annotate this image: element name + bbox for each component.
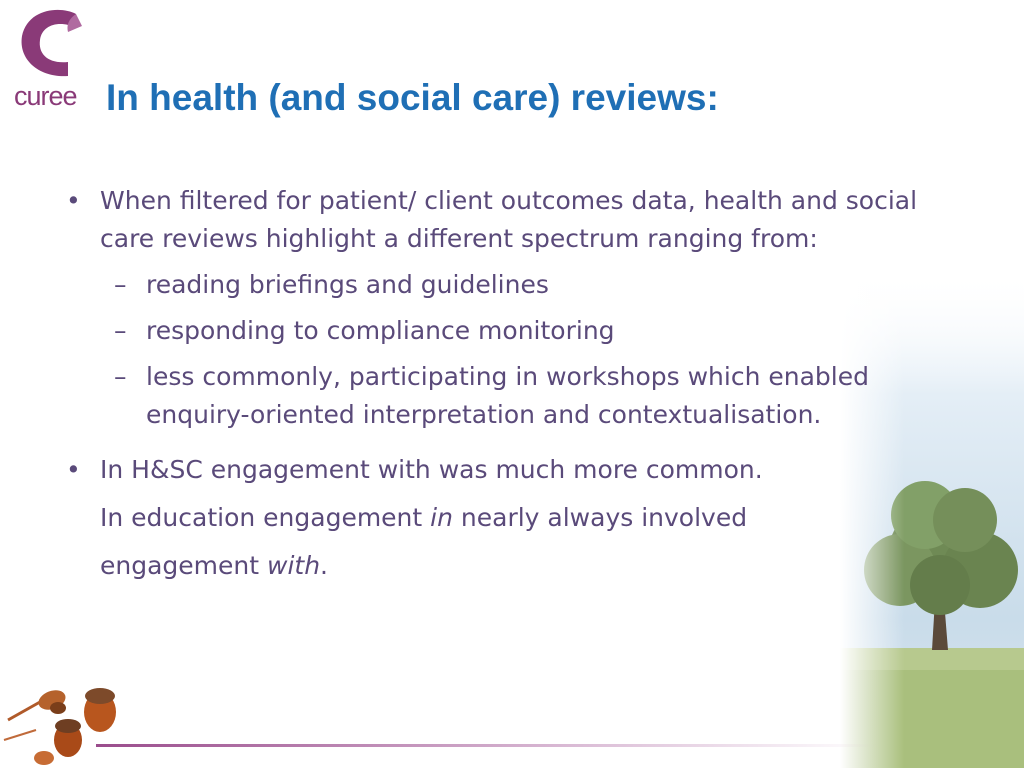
curee-c-logo-icon (6, 6, 98, 84)
emphasis-in: in (430, 503, 453, 532)
bullet-2-line-1: In H&SC engagement with was much more common. (100, 455, 763, 484)
bullet-2-line-3a: engagement (100, 551, 267, 580)
sub-bullet-text: responding to compliance monitoring (146, 316, 615, 345)
slide-title: In health (and social care) reviews: (106, 77, 719, 118)
sub-bullet-1 (66, 266, 966, 304)
bullet-2-line-2b: nearly always involved (452, 503, 748, 532)
bullet-2-line-2a: In education engagement (100, 503, 431, 532)
curee-logo (6, 6, 98, 111)
bullet-2 (66, 446, 966, 590)
bullet-2-line-3b: . (320, 551, 328, 580)
dash-icon: – (114, 316, 127, 345)
sub-bullet-text: reading briefings and guidelines (146, 270, 549, 299)
bullet-icon: • (66, 186, 81, 215)
content (66, 182, 966, 590)
sub-bullet-text: less commonly, participating in workshops which enabled enquiry-oriented interpretation and contextualisation. (146, 362, 869, 429)
acorn-icon (0, 680, 150, 768)
bullet-1-text: When filtered for patient/ client outcomes data, health and social care reviews highlight a different spectrum ranging from: (100, 186, 918, 253)
emphasis-with: with (267, 551, 321, 580)
bullet-icon: • (66, 455, 81, 484)
bullet-1 (66, 182, 966, 258)
sub-bullet-2 (66, 312, 966, 350)
logo-text: curee (14, 81, 77, 111)
bottom-divider (96, 744, 876, 747)
sub-bullet-3 (66, 358, 966, 434)
dash-icon: – (114, 362, 127, 391)
dash-icon: – (114, 270, 127, 299)
